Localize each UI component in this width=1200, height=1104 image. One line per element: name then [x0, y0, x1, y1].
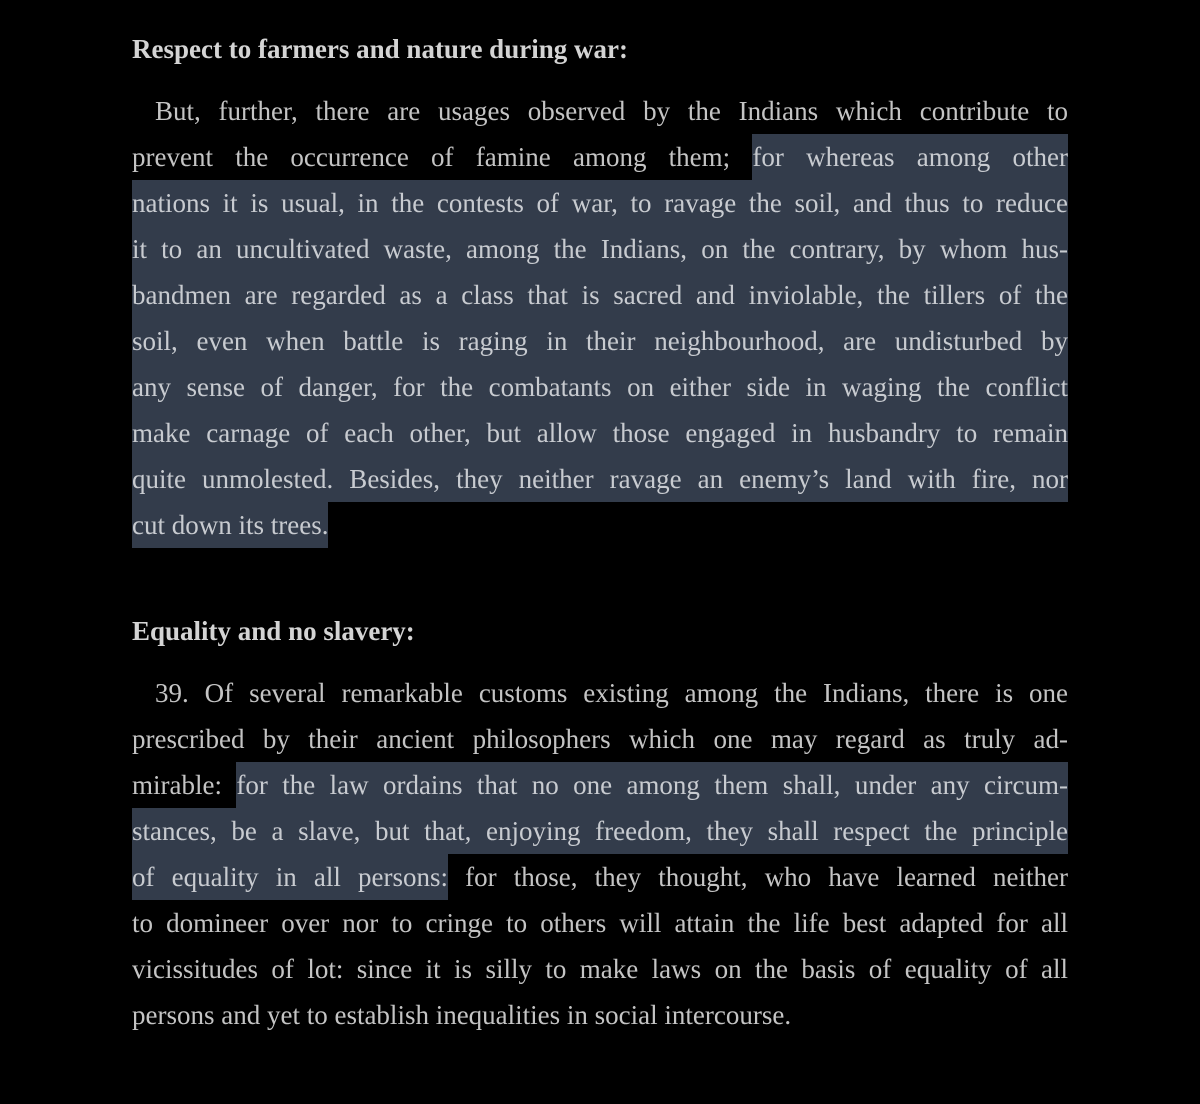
text-line: [132, 502, 1068, 548]
text-line: [132, 808, 1068, 854]
text-line: 39. Of several remarkable customs existing among the Indians, there is one: [155, 678, 1068, 708]
highlighted-text[interactable]: any sense of danger, for the combatants on either side in waging the conflict: [132, 364, 1068, 410]
highlighted-text[interactable]: quite unmolested. Besides, they neither ravage an enemy’s land with fire, nor: [132, 456, 1068, 502]
text-line: vicissitudes of lot: since it is silly to make laws on the basis of equality of all: [132, 954, 1068, 984]
text-line: [132, 318, 1068, 364]
highlighted-text[interactable]: for whereas among other: [752, 134, 1068, 180]
highlighted-text[interactable]: it to an uncultivated waste, among the Indians, on the contrary, by whom hus-: [132, 226, 1068, 272]
text-line: [132, 180, 1068, 226]
text-line: prescribed by their ancient philosophers which one may regard as truly ad-: [132, 724, 1068, 754]
text-line: [132, 410, 1068, 456]
highlighted-text[interactable]: stances, be a slave, but that, enjoying freedom, they shall respect the principle: [132, 808, 1068, 854]
section-heading-equality: Equality and no slavery:: [132, 616, 415, 646]
text-line: But, further, there are usages observed by the Indians which contribute to: [155, 96, 1068, 126]
text-line: prevent the occurrence of famine among them; for whereas among other: [132, 134, 1068, 180]
highlighted-text[interactable]: for the law ordains that no one among them shall, under any circum-: [236, 762, 1068, 808]
highlighted-text[interactable]: of equality in all persons:: [132, 854, 448, 900]
text-line: [132, 226, 1068, 272]
highlighted-text[interactable]: nations it is usual, in the contests of war, to ravage the soil, and thus to reduce: [132, 180, 1068, 226]
highlighted-text[interactable]: bandmen are regarded as a class that is sacred and inviolable, the tillers of the: [132, 272, 1068, 318]
text-line: to domineer over nor to cringe to others will attain the life best adapted for all: [132, 908, 1068, 938]
text-line: [132, 364, 1068, 410]
section-heading-farmers: Respect to farmers and nature during war:: [132, 34, 628, 64]
text-line: [132, 456, 1068, 502]
text-line: of equality in all persons: for those, they thought, who have learned neither: [132, 854, 1068, 900]
highlighted-text[interactable]: soil, even when battle is raging in their neighbourhood, are undisturbed by: [132, 318, 1068, 364]
paragraph-equality: [132, 670, 1068, 1038]
paragraph-farmers: [132, 88, 1068, 548]
highlighted-text[interactable]: cut down its trees.: [132, 502, 328, 548]
text-line: mirable: for the law ordains that no one among them shall, under any circum-: [132, 762, 1068, 808]
text-line: [132, 272, 1068, 318]
text-line: persons and yet to establish inequalities in social intercourse.: [132, 1000, 792, 1030]
highlighted-text[interactable]: make carnage of each other, but allow those engaged in husbandry to remain: [132, 410, 1068, 456]
